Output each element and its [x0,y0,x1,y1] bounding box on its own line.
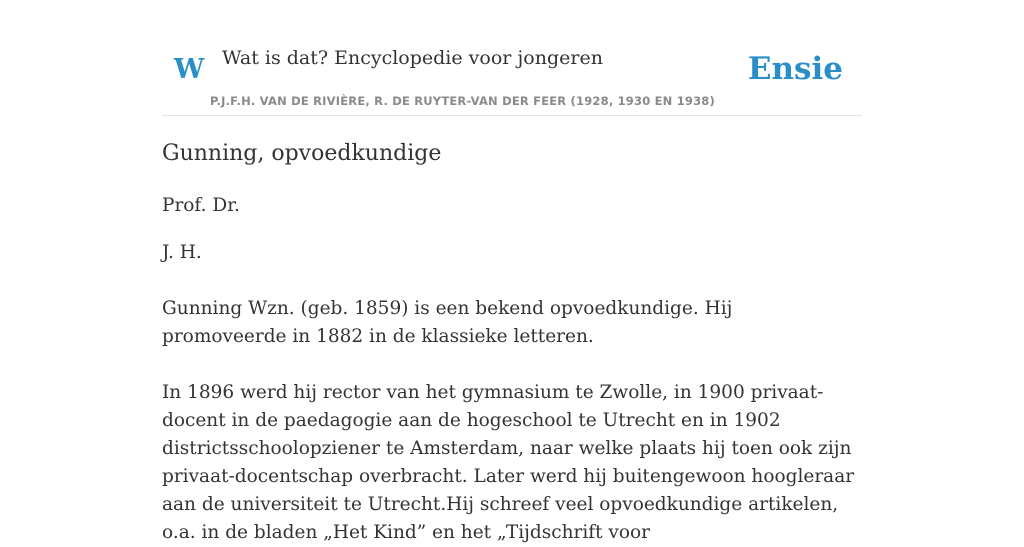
article-paragraph: In 1896 werd hij rector van het gymnasium te Zwolle, in 1900 privaat-docent in de paedagogie aan de hogeschool te Utrecht en in 1902 districtsschoolopziener te Amsterdam, naar welke plaats hij toen ook zijn privaat-docentschap overbracht. Later werd hij buitengewoon hoogleraar aan de universiteit te Utrecht.Hij schreef veel opvoedkundige artikelen, o.a. in de bladen „Het Kind” en het „Tijdschrift voor [162,382,855,543]
article-title: Gunning, opvoedkundige [162,141,442,166]
book-authors: P.J.F.H. VAN DE RIVIÈRE, R. DE RUYTER-VAN DER FEER (1928, 1930 EN 1938) [210,94,715,108]
w-icon[interactable]: W [174,54,205,85]
book-title-link[interactable]: Wat is dat? Encyclopedie voor jongeren [222,47,603,69]
book-header [162,0,862,116]
page [162,0,862,543]
article-paragraph: J. H. [162,242,202,263]
article-paragraph: Prof. Dr. [162,195,240,216]
article-paragraph: Gunning Wzn. (geb. 1859) is een bekend opvoedkundige. Hij promoveerde in 1882 in de klassieke letteren. [162,298,733,347]
ensie-logo-link[interactable]: Ensie [747,51,843,87]
